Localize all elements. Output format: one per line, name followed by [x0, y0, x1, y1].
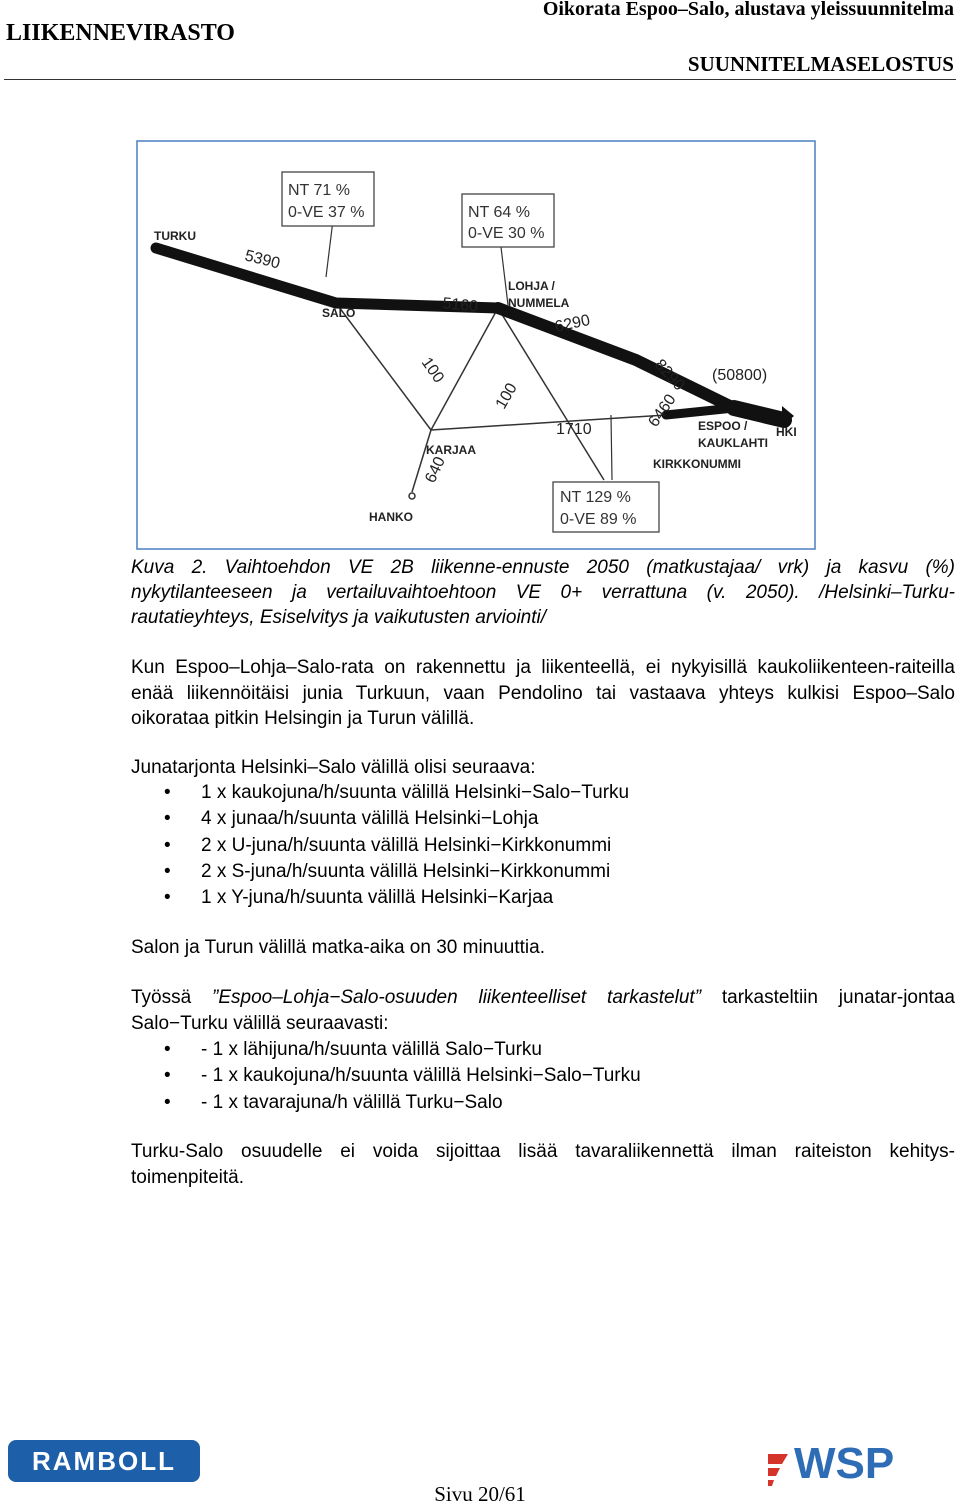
header-document-type: SUUNNITELMASELOSTUS	[687, 52, 954, 76]
header-divider	[4, 79, 956, 80]
salo-turku-service-list	[131, 1037, 641, 1116]
label-karjaa: KARJAA	[426, 443, 477, 457]
info-box-1	[282, 172, 374, 226]
header-project-title: Oikorata Espoo–Salo, alustava yleissuunnitelma	[542, 0, 954, 20]
paragraph-freight: Turku-Salo osuudelle ei voida sijoittaa lisää tavaraliikennettä ilman raiteiston kehitys-toimenpiteitä.	[131, 1141, 955, 1188]
volume-salo-karjaa: 100	[417, 354, 447, 387]
paragraph-study-reference	[131, 985, 955, 1036]
study-title: ”Espoo–Lohja−Salo-osuuden liikenteelliset tarkastelut”	[212, 987, 702, 1008]
box3-nt: NT 129 %	[560, 489, 631, 506]
box1-nt: NT 71 %	[288, 182, 350, 199]
paragraph-junatarjonta-intro: Junatarjonta Helsinki–Salo välillä olisi seuraava:	[131, 757, 536, 778]
study-text-after: tarkasteltiin junatar-jontaa Salo−Turku välillä seuraavasti:	[131, 987, 955, 1034]
volume-hanko-karjaa: 640	[422, 454, 449, 486]
list-item: • 1 x Y-juna/h/suunta välillä Helsinki−Karjaa	[131, 885, 629, 911]
label-espoo: ESPOO /	[698, 419, 748, 433]
label-kirkkonummi: KIRKKONUMMI	[653, 457, 741, 471]
label-salo: SALO	[322, 306, 356, 320]
info-box-2	[462, 194, 554, 247]
volume-espoo-upper: 8290	[651, 356, 688, 395]
label-hki: HKI	[776, 425, 797, 439]
volume-salo-lohja: 5160	[441, 295, 479, 316]
list-item: • - 1 x kaukojuna/h/suunta välillä Helsinki−Salo−Turku	[131, 1063, 641, 1089]
paragraph-travel-time: Salon ja Turun välillä matka-aika on 30 minuuttia.	[131, 937, 546, 958]
label-lohja: LOHJA /	[508, 279, 555, 293]
train-service-list	[131, 780, 629, 911]
volume-turku-salo: 5390	[243, 247, 282, 273]
ramboll-logo: RAMBOLL	[8, 1440, 200, 1482]
list-item: • - 1 x tavarajuna/h välillä Turku−Salo	[131, 1090, 641, 1116]
volume-karjaa-kirkkonummi: 1710	[556, 421, 592, 438]
box3-0ve: 0-VE 89 %	[560, 511, 637, 528]
label-turku: TURKU	[154, 229, 196, 243]
list-item: • 2 x U-juna/h/suunta välillä Helsinki−Kirkkonummi	[131, 833, 629, 859]
box2-0ve: 0-VE 30 %	[468, 225, 545, 242]
label-kauklahti: KAUKLAHTI	[698, 436, 768, 450]
wsp-logo-text: WSP	[794, 1439, 895, 1488]
box2-nt: NT 64 %	[468, 204, 530, 221]
list-item: • 2 x S-juna/h/suunta välillä Helsinki−Kirkkonummi	[131, 859, 629, 885]
label-hanko: HANKO	[369, 510, 413, 524]
page-number: Sivu 20/61	[434, 1482, 526, 1506]
info-box-3	[553, 482, 659, 532]
list-item: • 4 x junaa/h/suunta välillä Helsinki−Lohja	[131, 806, 629, 832]
rail-forecast-map	[136, 140, 816, 550]
figure-caption: Kuva 2. Vaihtoehdon VE 2B liikenne-ennuste 2050 (matkustajaa/ vrk) ja kasvu (%) nykytilanteeseen ja vertailuvaihtoehtoon VE 0+ verrattuna (v. 2050). /Helsinki–Turku-rautatieyhteys, Esiselvitys ja vaikutusten arviointi/	[131, 557, 955, 628]
study-text-before: Työssä	[131, 987, 213, 1008]
volume-lohja-karjaa: 100	[492, 380, 521, 412]
header-organization: LIIKENNEVIRASTO	[6, 20, 235, 46]
box1-0ve: 0-VE 37 %	[288, 204, 365, 221]
list-item: • - 1 x lähijuna/h/suunta välillä Salo−Turku	[131, 1037, 641, 1063]
list-item: • 1 x kaukojuna/h/suunta välillä Helsinki−Salo−Turku	[131, 780, 629, 806]
volume-kirkkonummi-espoo: 6460	[645, 391, 680, 431]
paragraph-oikorata: Kun Espoo–Lohja–Salo-rata on rakennettu ja liikenteellä, ei nykyisillä kaukoliikenteen-raiteilla enää liikennöitäisi junia Turkuun, vaan Pendolino tai vastaava yhteys kulkisi Espoo–Salo oikorataa pitkin Helsingin ja Turun välillä.	[131, 657, 955, 729]
volume-helsinki: (50800)	[712, 367, 768, 384]
volume-lohja-espoo: 6290	[553, 311, 592, 336]
label-nummela: NUMMELA	[508, 296, 570, 310]
